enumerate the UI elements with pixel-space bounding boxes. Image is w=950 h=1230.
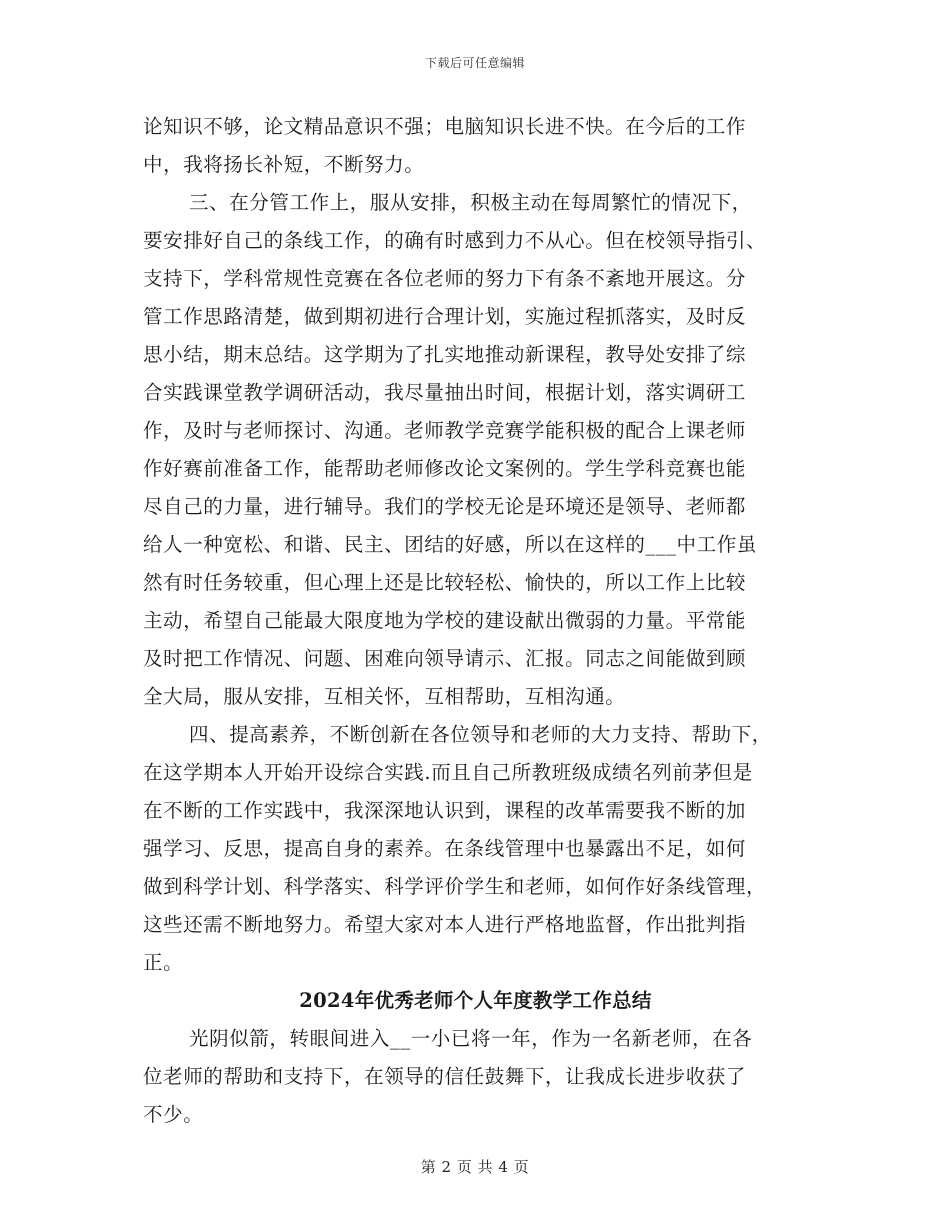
paragraph-4: [143, 1020, 808, 1134]
document-body: [143, 108, 808, 1134]
text-line: 管工作思路清楚，做到期初进行合理计划，实施过程抓落实，及时反: [143, 305, 747, 328]
text-line: 作好赛前准备工作，能帮助老师修改论文案例的。学生学科竞赛也能: [143, 457, 747, 480]
paragraph-1: [143, 108, 808, 184]
text-line: 给人一种宽松、和谐、民主、团结的好感，所以在这样的___中工作虽: [143, 533, 757, 556]
text-line: 论知识不够，论文精品意识不强；电脑知识长进不快。在今后的工作: [143, 115, 747, 138]
paragraph-3: [143, 716, 808, 982]
text-line: 及时把工作情况、问题、困难向领导请示、汇报。同志之间能做到顾: [143, 647, 747, 670]
text-line: 中，我将扬长补短，不断努力。: [143, 153, 425, 176]
text-line: 然有时任务较重，但心理上还是比较轻松、愉快的，所以工作上比较: [143, 571, 747, 594]
text-line: 全大局，服从安排，互相关怀，互相帮助，互相沟通。: [143, 685, 626, 708]
text-line: 思小结，期末总结。这学期为了扎实地推动新课程，教导处安排了综: [143, 343, 747, 366]
text-line: 在不断的工作实践中，我深深地认识到，课程的改革需要我不断的加: [143, 799, 747, 822]
text-line: 主动，希望自己能最大限度地为学校的建设献出微弱的力量。平常能: [143, 609, 747, 632]
text-line: 三、在分管工作上，服从安排，积极主动在每周繁忙的情况下，: [189, 191, 752, 214]
text-line: 作，及时与老师探讨、沟通。老师教学竞赛学能积极的配合上课老师: [143, 419, 747, 442]
text-line: 位老师的帮助和支持下，在领导的信任鼓舞下，让我成长进步收获了: [143, 1065, 747, 1088]
text-line: 做到科学计划、科学落实、科学评价学生和老师，如何作好条线管理，: [143, 875, 767, 898]
text-line: 正。: [143, 951, 184, 974]
header-note: 下载后可任意编辑: [424, 56, 525, 70]
section-title: 2024年优秀老师个人年度教学工作总结: [299, 989, 652, 1012]
text-line: 尽自己的力量，进行辅导。我们的学校无论是环境还是领导、老师都: [143, 495, 747, 518]
text-line: 不少。: [143, 1103, 204, 1126]
text-line: 在这学期本人开始开设综合实践.而且自己所教班级成绩名列前茅但是: [143, 761, 753, 784]
text-line: 这些还需不断地努力。希望大家对本人进行严格地监督，作出批判指: [143, 913, 747, 936]
text-line: 合实践课堂教学调研活动，我尽量抽出时间，根据计划，落实调研工: [143, 381, 747, 404]
text-line: 支持下，学科常规性竞赛在各位老师的努力下有条不紊地开展这。分: [143, 267, 747, 290]
text-line: 要安排好自己的条线工作，的确有时感到力不从心。但在校领导指引、: [143, 229, 767, 252]
text-line: 光阴似箭，转眼间进入__一小已将一年，作为一名新老师，在各: [189, 1027, 753, 1050]
page-number-footer: 第 2 页 共 4 页: [420, 1158, 530, 1176]
text-line: 强学习、反思，提高自身的素养。在条线管理中也暴露出不足，如何: [143, 837, 747, 860]
text-line: 四、提高素养，不断创新在各位领导和老师的大力支持、帮助下，: [189, 723, 772, 746]
paragraph-2: [143, 184, 808, 716]
